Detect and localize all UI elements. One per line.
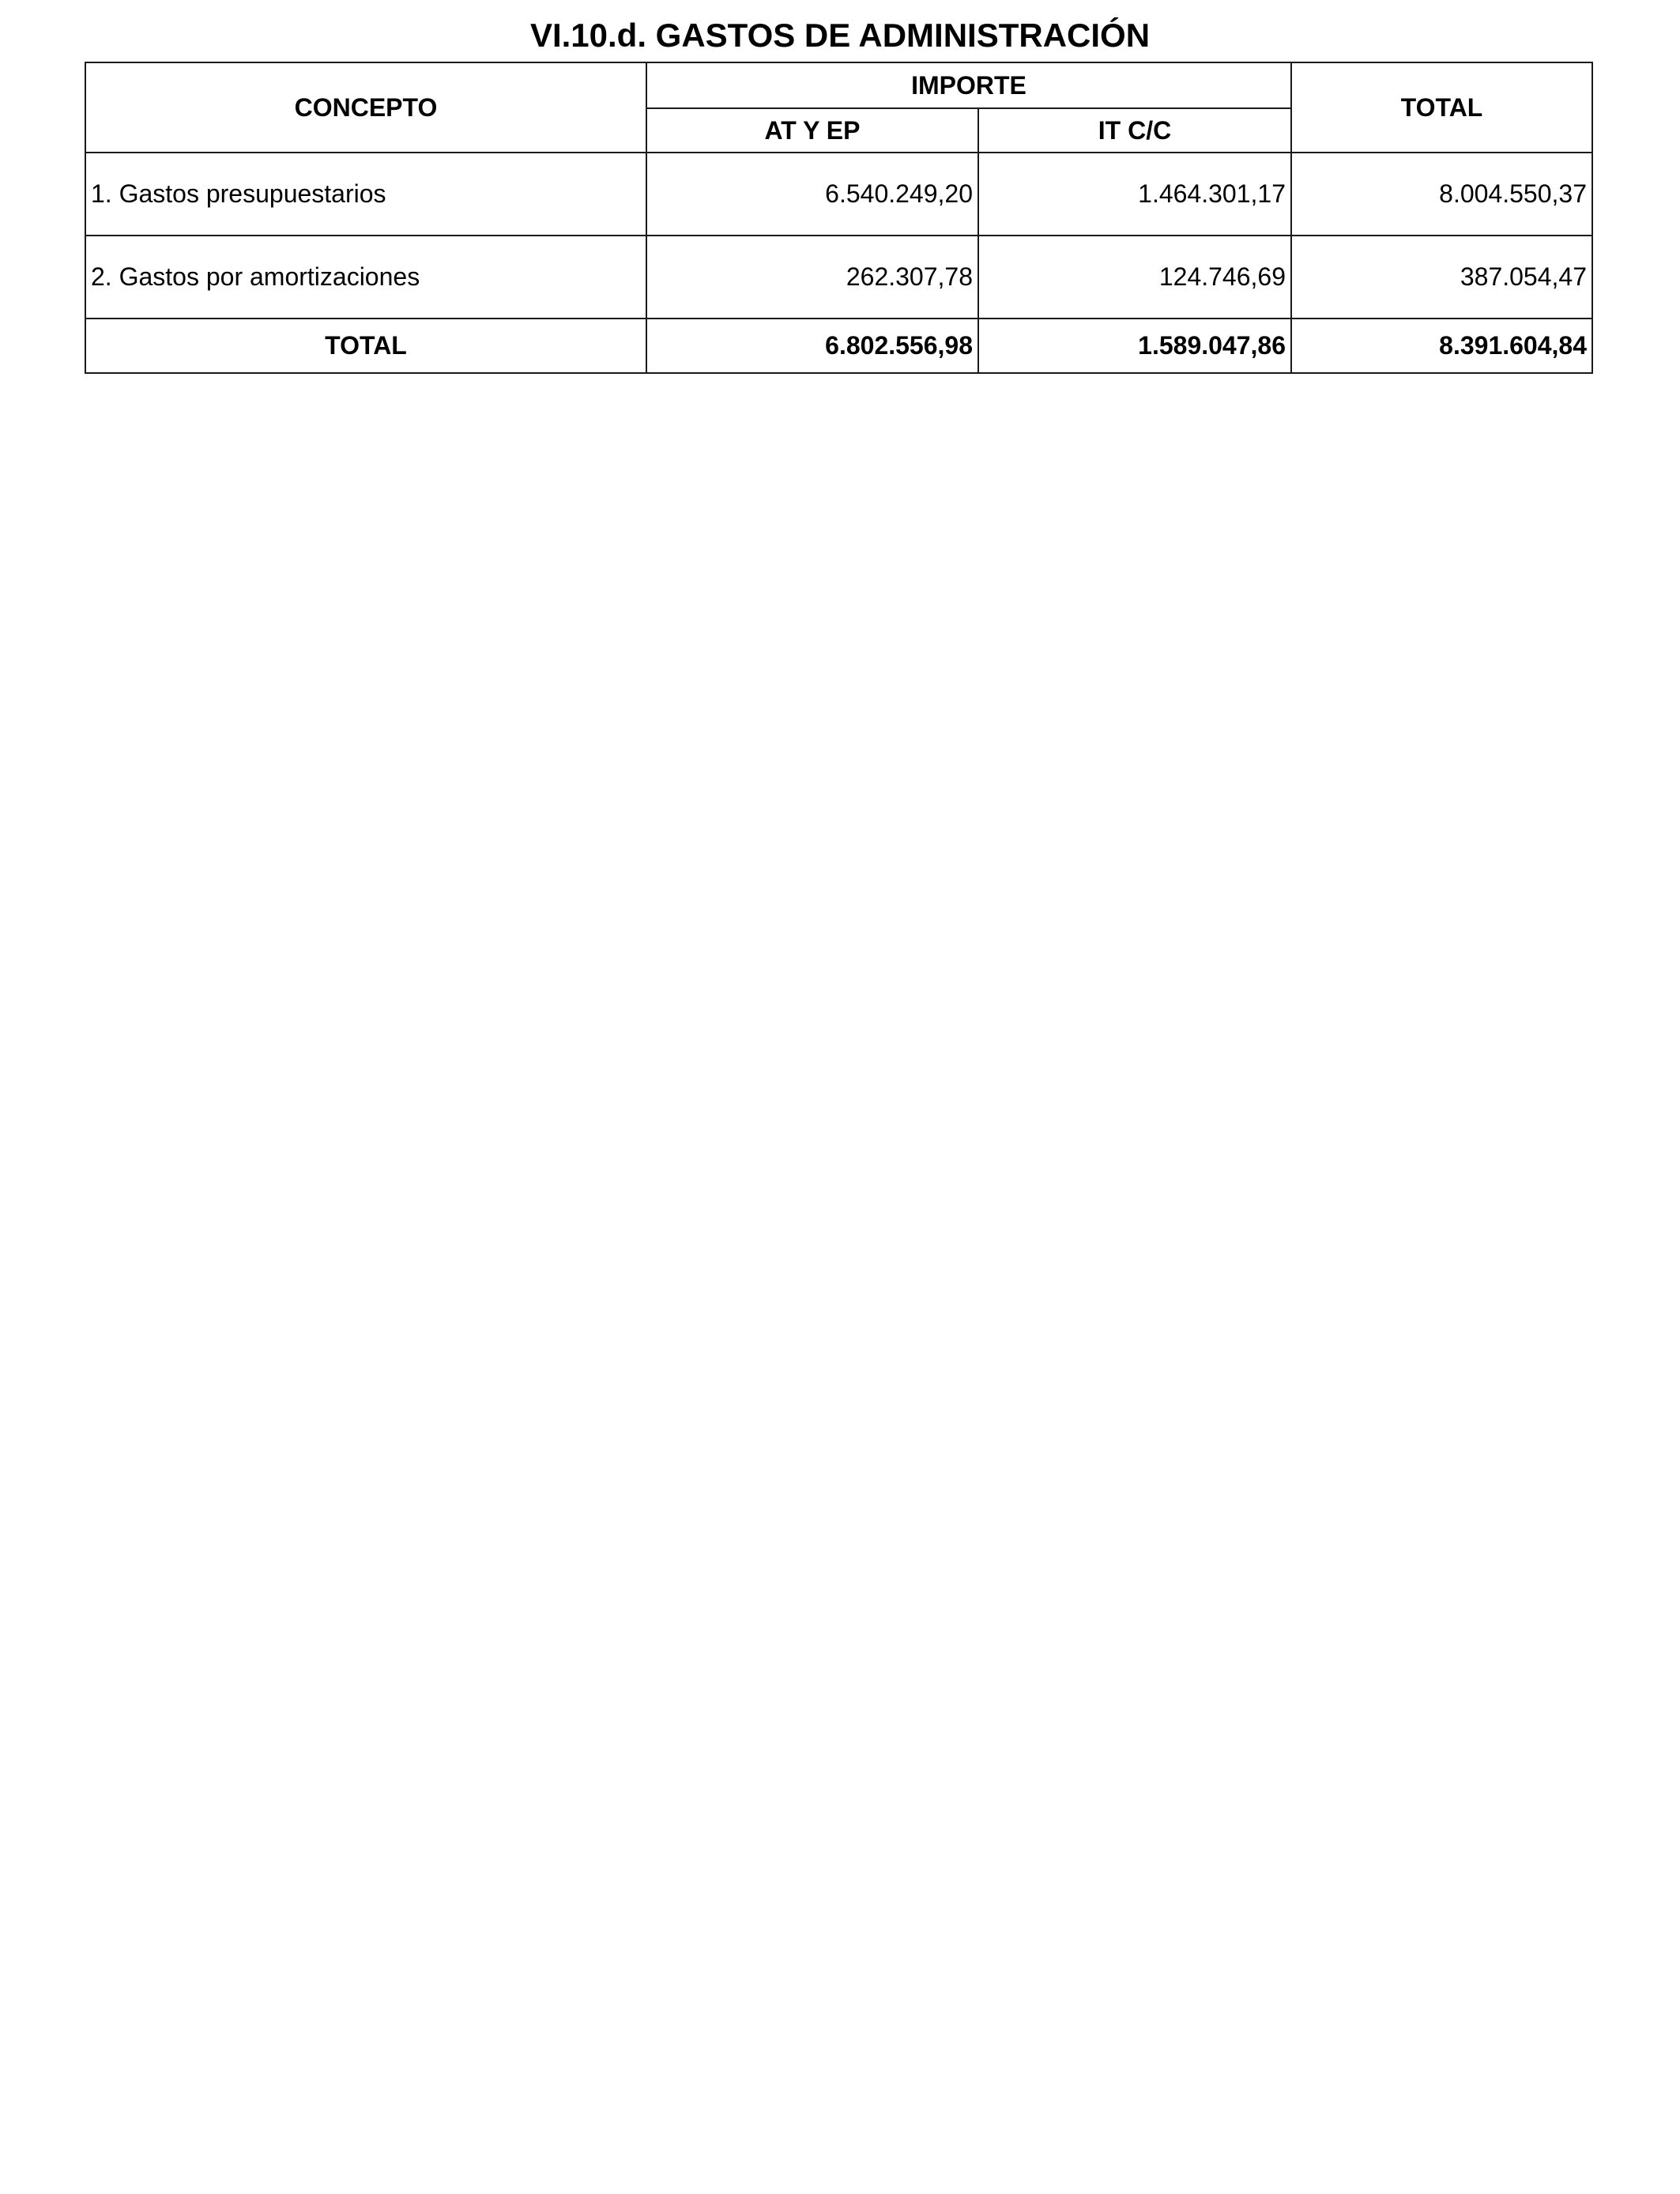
gastos-administracion-table: [85, 62, 1593, 374]
page-title: VI.10.d. GASTOS DE ADMINISTRACIÓN: [529, 17, 1151, 54]
row-total: 8.004.550,37: [1291, 153, 1592, 236]
header-importe: IMPORTE: [646, 62, 1291, 108]
total-total: 8.391.604,84: [1291, 319, 1592, 373]
header-at-y-ep: AT Y EP: [646, 108, 978, 153]
total-it-cc: 1.589.047,86: [978, 319, 1291, 373]
header-it-cc: IT C/C: [978, 108, 1291, 153]
row-concepto: 1. Gastos presupuestarios: [85, 153, 646, 236]
table-row: [85, 236, 1592, 319]
row-it-cc: 1.464.301,17: [978, 153, 1291, 236]
row-total: 387.054,47: [1291, 236, 1592, 319]
total-row: [85, 319, 1592, 373]
header-concepto: CONCEPTO: [85, 62, 646, 153]
header-total: TOTAL: [1291, 62, 1592, 153]
total-label: TOTAL: [85, 319, 646, 373]
table-row: [85, 153, 1592, 236]
row-concepto: 2. Gastos por amortizaciones: [85, 236, 646, 319]
row-at-y-ep: 262.307,78: [646, 236, 978, 319]
row-it-cc: 124.746,69: [978, 236, 1291, 319]
row-at-y-ep: 6.540.249,20: [646, 153, 978, 236]
header-row-top: [85, 62, 1592, 108]
total-at-y-ep: 6.802.556,98: [646, 319, 978, 373]
